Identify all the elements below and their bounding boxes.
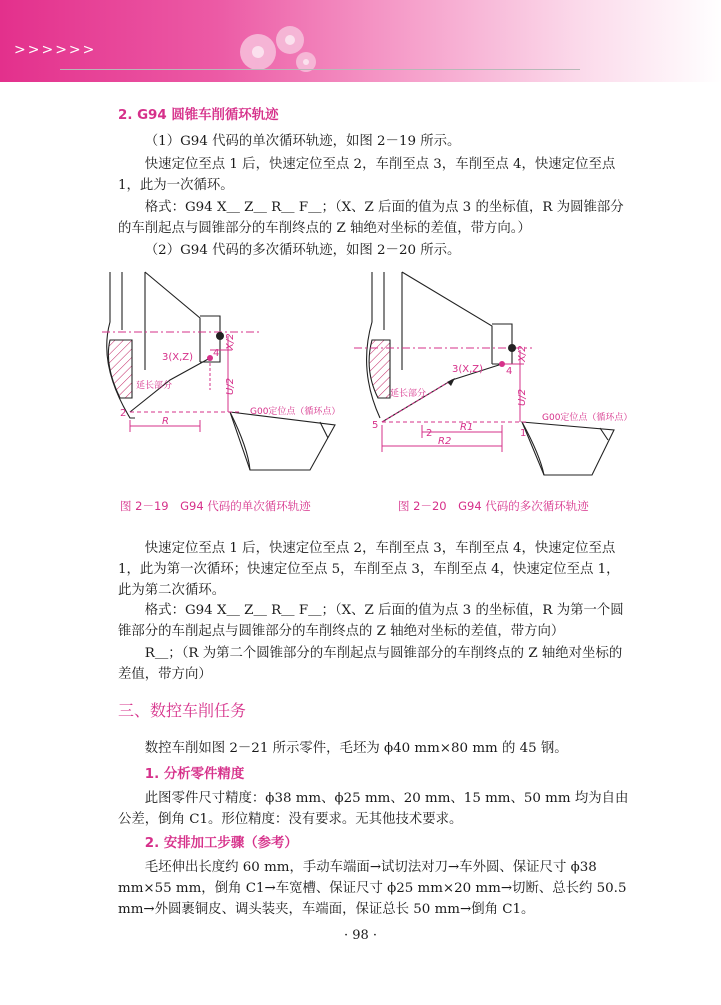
annotation-label: G00定位点（循环点） [250, 407, 341, 417]
dimension-label: U/2 [517, 388, 528, 406]
paragraph: （1）G94 代码的单次循环轨迹，如图 2－19 所示。 [144, 134, 461, 149]
paragraph: R＿；（R 为第二个圆锥部分的车削起点与圆锥部分的车削终点的 Z 轴绝对坐标的差值，带方向） [118, 646, 623, 682]
point-label: 4 [213, 348, 220, 359]
paragraph: 快速定位至点 1 后，快速定位至点 2，车削至点 3，车削至点 4，快速定位至点 1，此为第一次循环；快速定位至点 5，车削至点 3，车削至点 4，快速定位至点 1，此为第二次循环。 [118, 541, 620, 598]
paragraph: 格式：G94 X＿ Z＿ R＿ F＿；（X、Z 后面的值为点 3 的坐标值，R 为第一个圆锥部分的车削起点与圆锥部分的车削终点的 Z 轴绝对坐标的差值，带方向） [118, 603, 624, 639]
dimension-label: R [162, 416, 169, 427]
point-label: 2 [426, 428, 433, 439]
point-label: 1 [520, 428, 527, 439]
dimension-label: U/2 [225, 377, 236, 395]
annotation-label: 延长部分 [390, 389, 427, 399]
subsection-heading: 2. 安排加工步骤（参考） [144, 836, 298, 851]
figure-caption: 图 2－19 G94 代码的单次循环轨迹 [120, 499, 311, 513]
section-heading: 三、数控车削任务 [118, 701, 247, 720]
chevron-decoration: >>>>>> [14, 42, 97, 58]
annotation-label: G00定位点（循环点） [542, 413, 633, 423]
section-heading: 2. G94 圆锥车削循环轨迹 [118, 108, 279, 123]
point-label: 3(X,Z) [162, 352, 194, 363]
paragraph: 毛坯伸出长度约 60 mm，手动车端面→试切法对刀→车外圆、保证尺寸 ϕ38 mm×55 mm，倒角 C1→车宽槽、保证尺寸 ϕ25 mm×20 mm→切断、总长约 50.5 mm→外圆裹铜皮、调头装夹，车端面，保证总长 50 mm→倒角 C1。 [118, 860, 627, 917]
header-rule [60, 69, 580, 70]
dimension-label: X/2 [517, 345, 528, 362]
paragraph: 格式：G94 X＿ Z＿ R＿ F＿；（X、Z 后面的值为点 3 的坐标值，R 为圆锥部分的车削起点与圆锥部分的车削终点的 Z 轴绝对坐标的差值，带方向。） [118, 200, 624, 236]
point-label: 5 [372, 420, 379, 431]
page-number: · 98 · [343, 928, 378, 943]
annotation-label: 延长部分 [136, 381, 173, 391]
dimension-label: X/2 [225, 333, 236, 350]
paragraph: 此图零件尺寸精度：ϕ38 mm、ϕ25 mm、20 mm、15 mm、50 mm 均为自由公差，倒角 C1。形位精度：没有要求。无其他技术要求。 [118, 791, 629, 827]
gear-icon [228, 14, 328, 80]
subsection-heading: 1. 分析零件精度 [144, 767, 245, 782]
figure-2-20 [352, 270, 633, 492]
figure-2-19 [100, 270, 350, 492]
point-label: 4 [506, 366, 513, 377]
dimension-label: R1 [460, 422, 474, 433]
dimension-label: R2 [438, 436, 452, 447]
paragraph: 快速定位至点 1 后，快速定位至点 2，车削至点 3，车削至点 4，快速定位至点 1，此为一次循环。 [118, 157, 616, 193]
paragraph: （2）G94 代码的多次循环轨迹，如图 2－20 所示。 [144, 243, 461, 258]
point-label: 2 [120, 408, 127, 419]
point-label: 3(X,Z) [452, 364, 484, 375]
figure-caption: 图 2－20 G94 代码的多次循环轨迹 [398, 499, 589, 513]
paragraph: 数控车削如图 2－21 所示零件，毛坯为 ϕ40 mm×80 mm 的 45 钢。 [144, 741, 568, 756]
